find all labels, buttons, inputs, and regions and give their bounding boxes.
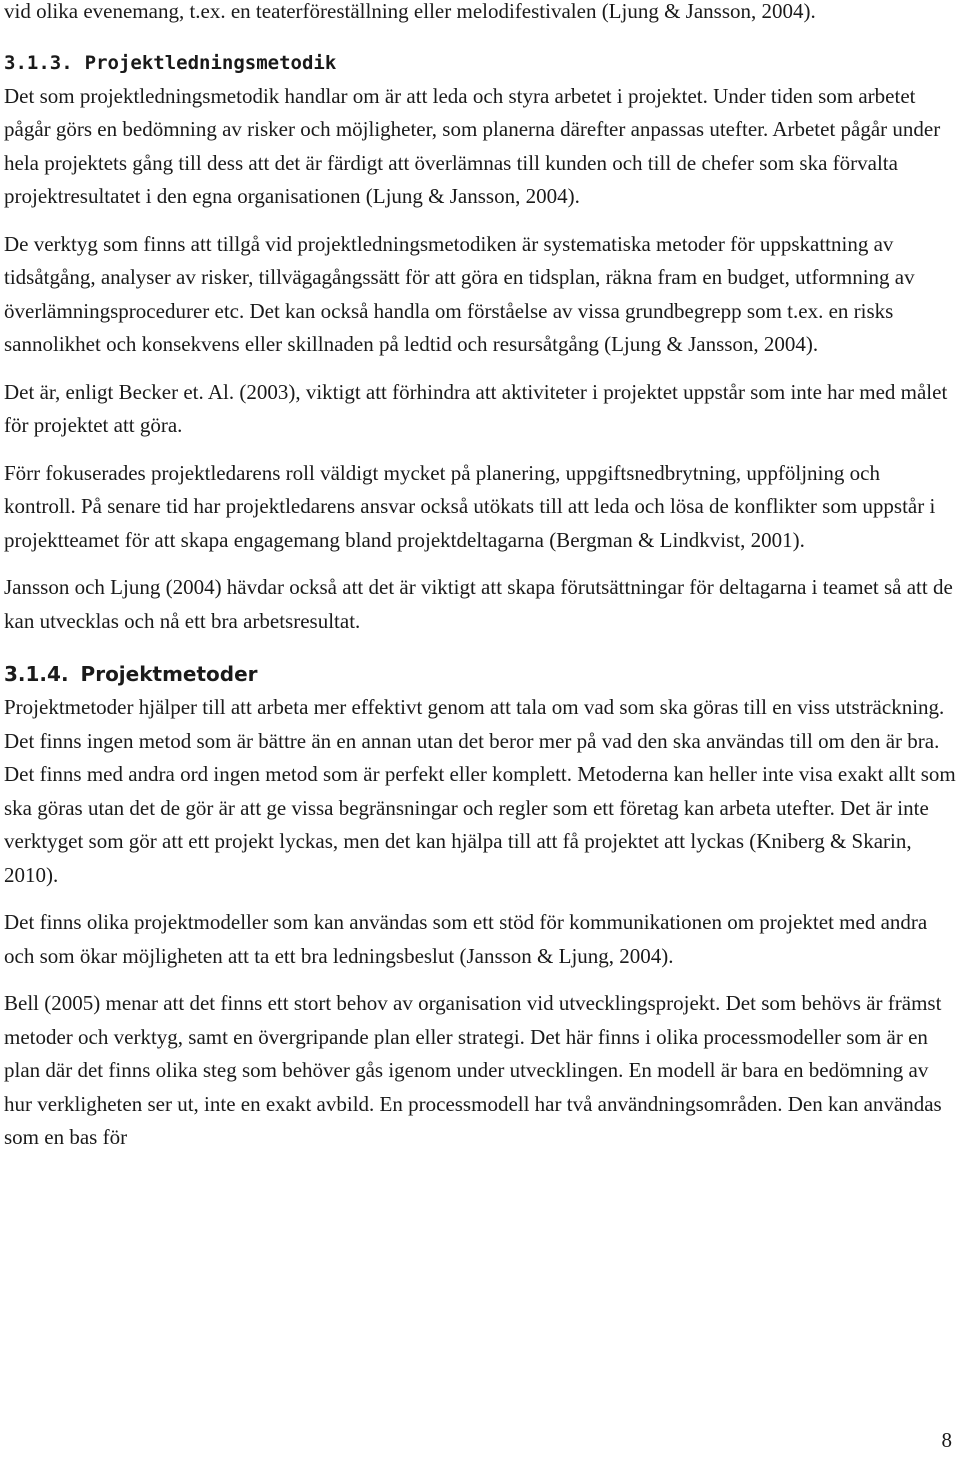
paragraph: Bell (2005) menar att det finns ett stort behov av organisation vid utvecklingsprojekt. Det som behövs är främst metoder och verktyg, samt en övergripande plan eller strategi. Det här finns i olika processmodeller som är en plan där det finns olika steg som behöver gås igenom under utvecklingen. En modell är bara en bedömning av hur verkligheten ser ut, inte en exakt avbild. En processmodell har två användningsområden. Den kan användas som en bas för	[4, 991, 942, 1149]
document-page	[4, 0, 956, 1155]
section-heading-3-1-3	[4, 47, 956, 80]
intro-paragraph: vid olika evenemang, t.ex. en teaterföreställning eller melodifestivalen (Ljung & Jansson, 2004).	[4, 0, 816, 23]
paragraph: Det som projektledningsmetodik handlar om är att leda och styra arbetet i projektet. Under tiden som arbetet pågår görs en bedömning av risker och möjligheter, som planerna därefter anpassas utefter. Arbetet pågår under hela projektets gång till dess att det är färdigt att överlämnas till kunden och till de chefer som ska förvalta projektresultatet i den egna organisationen (Ljung & Jansson, 2004).	[4, 83, 941, 208]
paragraph: Det finns olika projektmodeller som kan användas som ett stöd för kommunikationen om projektet med andra och som ökar möjligheten att ta ett bra ledningsbeslut (Jansson & Ljung, 2004).	[4, 910, 928, 968]
section-title: Projektledningsmetodik	[84, 51, 337, 74]
section-number: 3.1.3.	[4, 51, 73, 74]
paragraph: Jansson och Ljung (2004) hävdar också att det är viktigt att skapa förutsättningar för deltagarna i teamet så att de kan utvecklas och nå ett bra arbetsresultat.	[4, 575, 953, 633]
paragraph: De verktyg som finns att tillgå vid projektledningsmetodiken är systematiska metoder för uppskattning av tidsåtgång, analyser av risker, tillvägagångssätt för att göra en tidsplan, räkna fram en budget, utformning av överlämningsprocedurer etc. Det kan också handla om förståelse av vissa grundbegrepp som t.ex. en risks sannolikhet och konsekvens eller skillnaden på ledtid och resursåtgång (Ljung & Jansson, 2004).	[4, 231, 915, 356]
section-heading-3-1-4	[4, 658, 956, 691]
section-title: Projektmetoder	[80, 662, 258, 686]
paragraph: Projektmetoder hjälper till att arbeta mer effektivt genom att tala om vad som ska göras till en viss utsträckning. Det finns ingen metod som är bättre än en annan utan det beror mer på vad den ska användas till om den är bra. Det finns med andra ord ingen metod som är perfekt eller komplett. Metoderna kan heller inte visa exakt allt som ska göras utan det de gör är att ge vissa begränsningar och regler som ett företag kan arbeta utefter. Det är inte verktyget som gör att ett projekt lyckas, men det kan hjälpa till att få projektet att lyckas (Kniberg & Skarin, 2010).	[4, 695, 956, 887]
section-number: 3.1.4.	[4, 662, 69, 686]
paragraph: Det är, enligt Becker et. Al. (2003), viktigt att förhindra att aktiviteter i projektet uppstår som inte har med målet för projektet att göra.	[4, 379, 948, 437]
paragraph: Förr fokuserades projektledarens roll väldigt mycket på planering, uppgiftsnedbrytning, uppföljning och kontroll. På senare tid har projektledarens ansvar också utökats till att leda och lösa de konflikter som uppstår i projektteamet för att skapa engagemang bland projektdeltagarna (Bergman & Lindkvist, 2001).	[4, 460, 936, 552]
page-number: 8	[941, 1428, 952, 1452]
